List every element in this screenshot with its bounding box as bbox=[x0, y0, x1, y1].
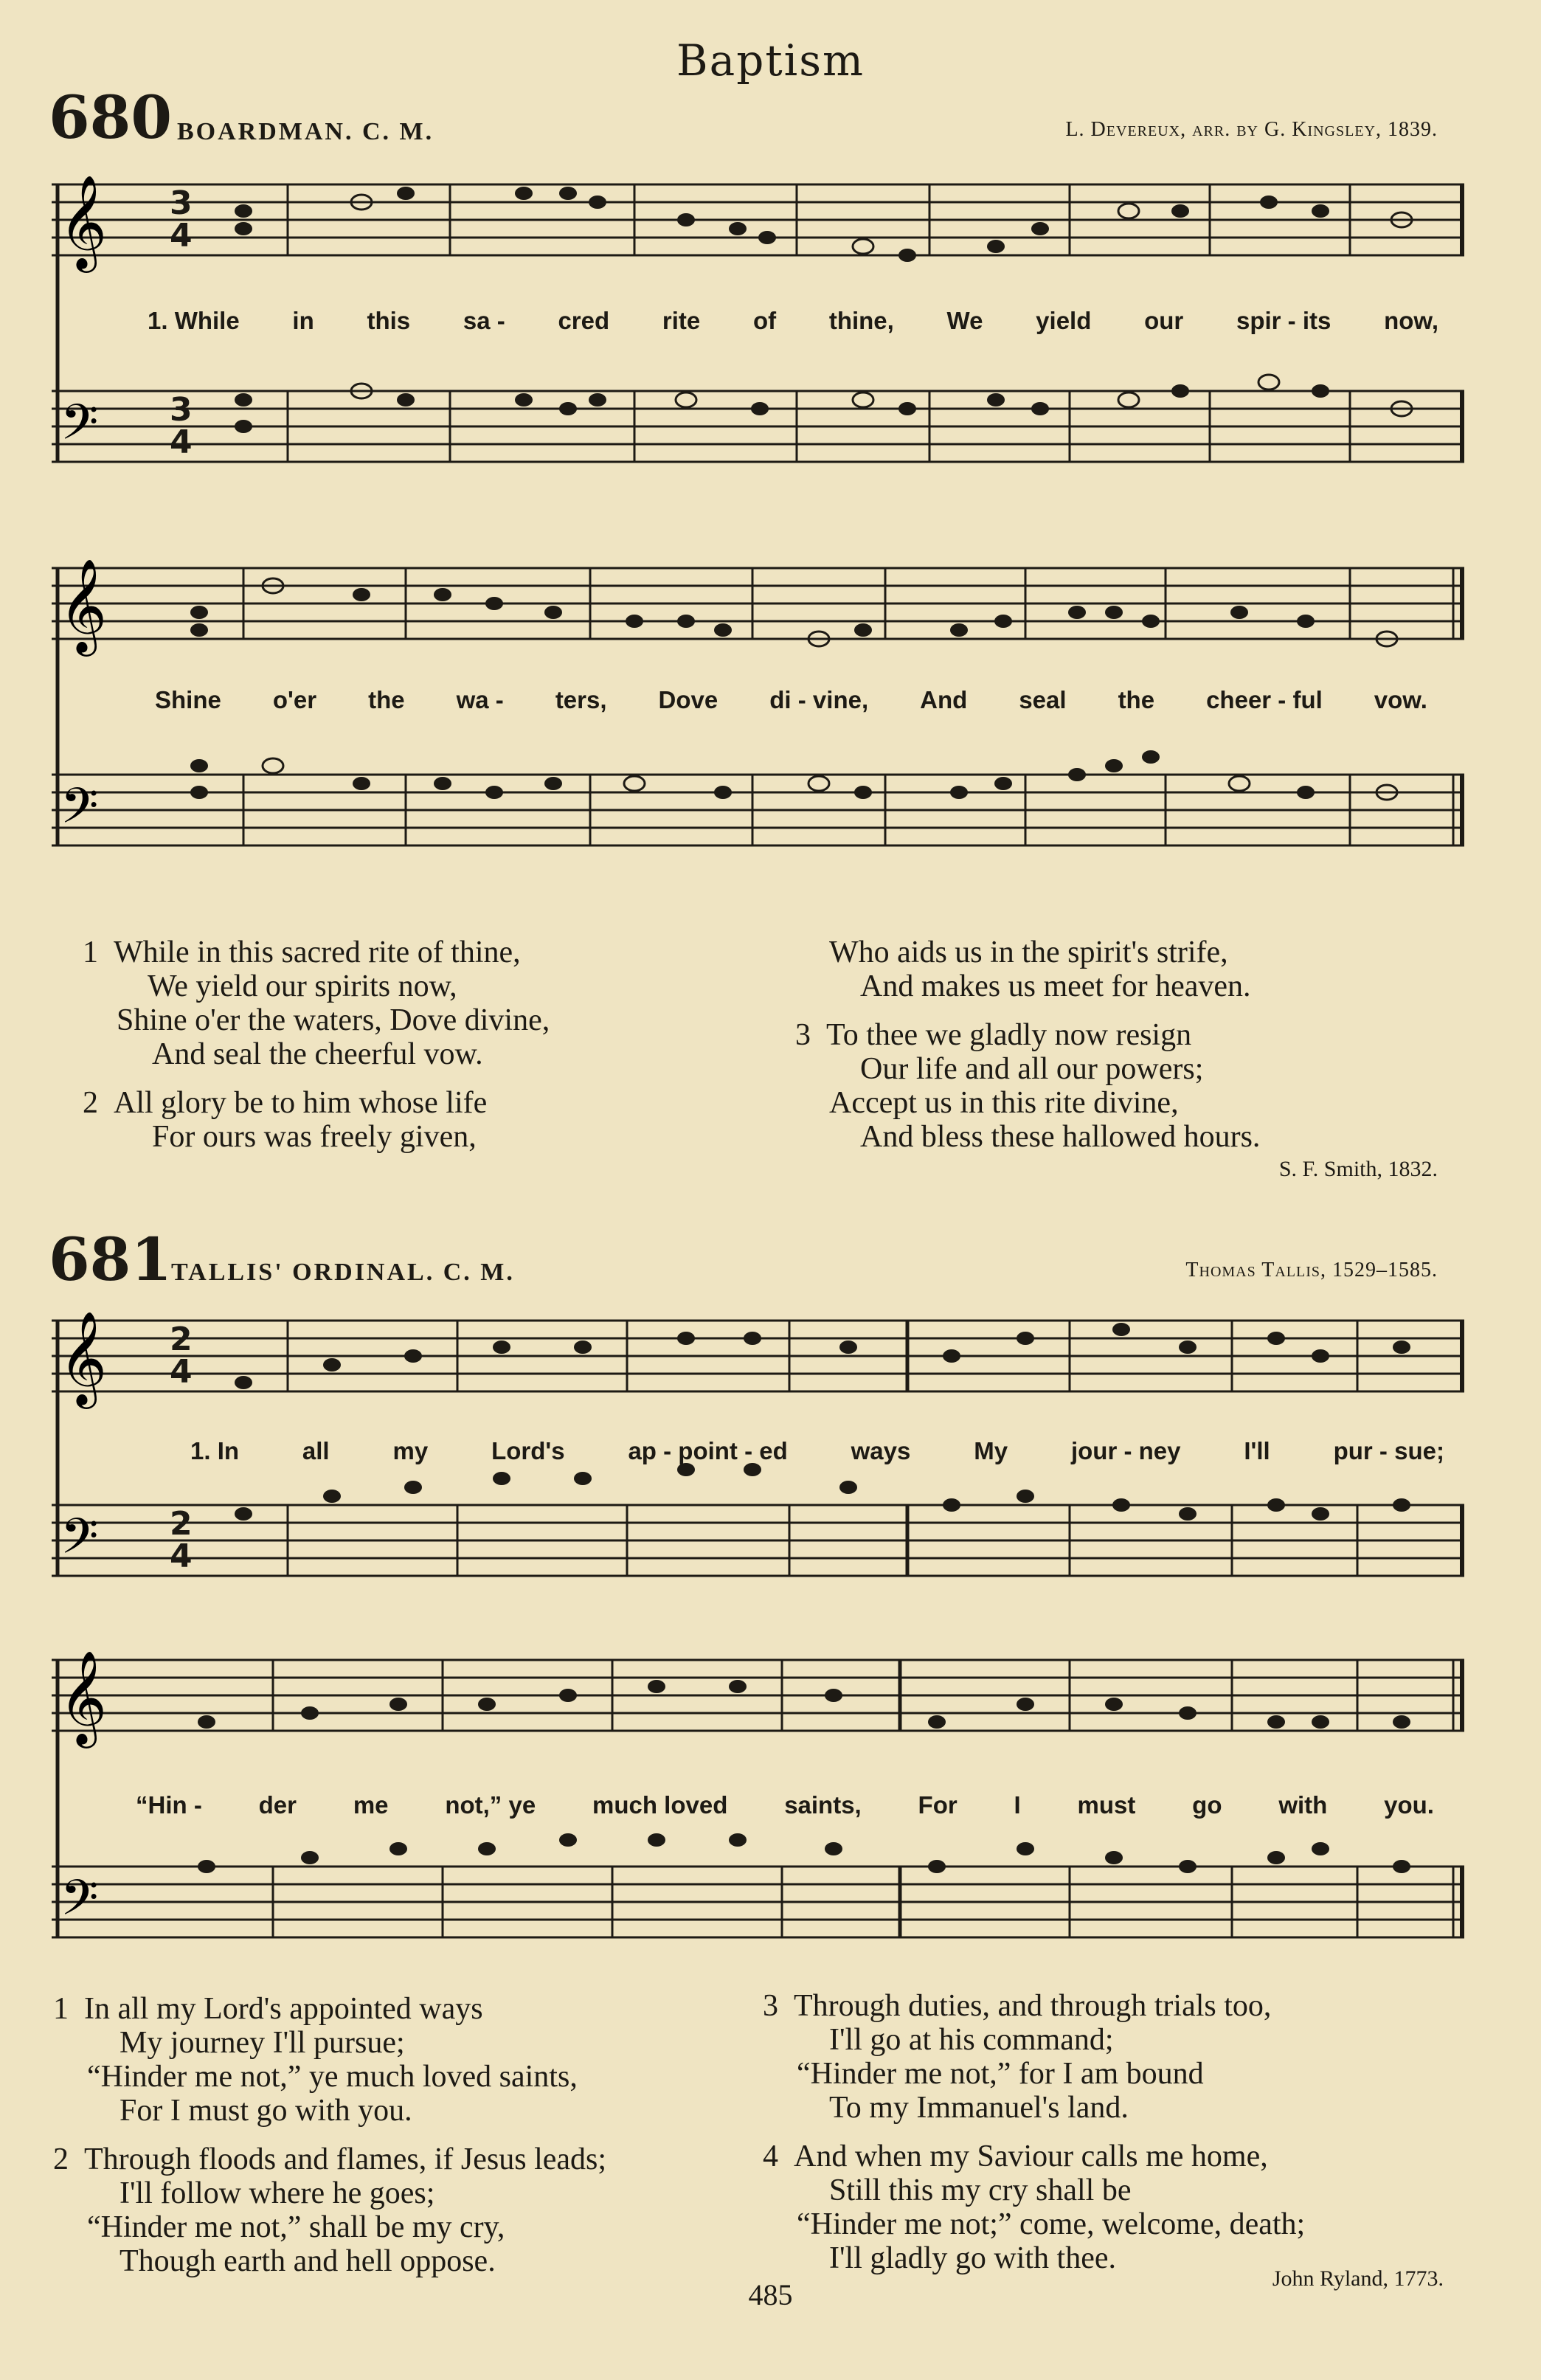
verse-line: To thee we gladly now resign bbox=[826, 1018, 1192, 1052]
lyric-syllable: in bbox=[292, 307, 314, 334]
lyric-syllable: wa - bbox=[456, 686, 504, 713]
lyric-syllable: now, bbox=[1384, 307, 1438, 334]
svg-text:𝄞: 𝄞 bbox=[59, 1310, 108, 1405]
verse-line: For ours was freely given, bbox=[152, 1120, 477, 1154]
verse-line: And seal the cheerful vow. bbox=[152, 1037, 483, 1071]
verse-line: Accept us in this rite divine, bbox=[829, 1086, 1179, 1120]
verse-line: Through floods and flames, if Jesus leads; bbox=[84, 2142, 607, 2176]
verse-line: And makes us meet for heaven. bbox=[860, 969, 1251, 1003]
lyric-syllable: ters, bbox=[555, 686, 607, 713]
composer: Thomas Tallis, 1529–1585. bbox=[1185, 1259, 1438, 1281]
verses-right bbox=[795, 935, 1260, 1169]
svg-text:3: 3 bbox=[170, 391, 193, 429]
verse-number: 1 bbox=[53, 1992, 69, 2026]
lyric-syllable: much loved bbox=[592, 1791, 728, 1819]
lyric-syllable: And bbox=[920, 686, 968, 713]
verse-number: 1 bbox=[83, 935, 98, 969]
lyrics-line bbox=[136, 1791, 1434, 1819]
lyric-syllable: our bbox=[1144, 307, 1184, 334]
verse-line: Shine o'er the waters, Dove divine, bbox=[117, 1003, 550, 1037]
verses-right bbox=[763, 1989, 1305, 2290]
lyrics-line bbox=[155, 686, 1427, 714]
verse-line: “Hinder me not,” ye much loved saints, bbox=[87, 2060, 578, 2094]
lyric-syllable: Dove bbox=[658, 686, 718, 713]
svg-text:𝄢: 𝄢 bbox=[60, 778, 99, 846]
svg-text:2: 2 bbox=[170, 1505, 193, 1543]
svg-text:4: 4 bbox=[170, 423, 193, 461]
lyric-syllable: “Hin - bbox=[136, 1791, 202, 1819]
lyric-syllable: this bbox=[367, 307, 411, 334]
lyric-syllable: 1. In bbox=[190, 1437, 240, 1464]
lyric-syllable: Lord's bbox=[491, 1437, 565, 1464]
tune-name: TALLIS' ORDINAL. C. M. bbox=[171, 1259, 515, 1286]
lyric-syllable: der bbox=[258, 1791, 297, 1819]
lyric-syllable: go bbox=[1192, 1791, 1222, 1819]
verses-left bbox=[53, 1992, 606, 2293]
verse-line: “Hinder me not;” come, welcome, death; bbox=[797, 2207, 1306, 2241]
verse-line: In all my Lord's appointed ways bbox=[84, 1992, 483, 2026]
lyric-syllable: me bbox=[353, 1791, 389, 1819]
verse-number: 2 bbox=[53, 2142, 69, 2176]
verse-line: Though earth and hell oppose. bbox=[120, 2244, 496, 2278]
verse-number: 3 bbox=[763, 1989, 778, 2023]
lyric-syllable: Shine bbox=[155, 686, 221, 713]
verse-line: We yield our spirits now, bbox=[148, 969, 457, 1003]
verse-line: “Hinder me not,” for I am bound bbox=[797, 2057, 1204, 2091]
lyric-syllable: sa - bbox=[463, 307, 505, 334]
svg-text:2: 2 bbox=[170, 1321, 193, 1358]
lyric-syllable: cred bbox=[558, 307, 610, 334]
author-credit: S. F. Smith, 1832. bbox=[1278, 1157, 1438, 1181]
lyric-syllable: rite bbox=[662, 307, 701, 334]
svg-text:𝄞: 𝄞 bbox=[59, 174, 108, 269]
lyric-syllable: I bbox=[1014, 1791, 1021, 1819]
verse-line: “Hinder me not,” shall be my cry, bbox=[87, 2210, 505, 2244]
lyric-syllable: ap - point - ed bbox=[628, 1437, 788, 1464]
lyric-syllable: thine, bbox=[828, 307, 894, 334]
lyric-syllable: must bbox=[1077, 1791, 1136, 1819]
verse-number: 2 bbox=[83, 1086, 98, 1120]
svg-text:4: 4 bbox=[170, 217, 193, 255]
hymn-number: 680 bbox=[49, 83, 172, 152]
verse-line: Our life and all our powers; bbox=[860, 1052, 1204, 1086]
verse bbox=[795, 1018, 1260, 1154]
verse-line: Who aids us in the spirit's strife, bbox=[829, 935, 1228, 969]
lyric-syllable: 1. While bbox=[148, 307, 240, 334]
verse-line: All glory be to him whose life bbox=[114, 1086, 488, 1120]
lyric-syllable: yield bbox=[1036, 307, 1092, 334]
lyrics-line bbox=[148, 307, 1438, 335]
verse-line: And bless these hallowed hours. bbox=[860, 1120, 1261, 1154]
verse bbox=[53, 1992, 606, 2128]
tune-name: BOARDMAN. C. M. bbox=[177, 118, 434, 145]
svg-text:3: 3 bbox=[170, 184, 193, 222]
verse bbox=[763, 2139, 1305, 2275]
verse-line: And when my Saviour calls me home, bbox=[794, 2139, 1268, 2173]
lyrics-line bbox=[190, 1437, 1444, 1465]
lyric-syllable: with bbox=[1278, 1791, 1328, 1819]
lyric-syllable: di - vine, bbox=[769, 686, 869, 713]
verse bbox=[763, 1989, 1305, 2125]
author-credit: John Ryland, 1773. bbox=[1272, 2266, 1444, 2291]
lyric-syllable: spir - its bbox=[1236, 307, 1332, 334]
lyric-syllable: My bbox=[974, 1437, 1008, 1464]
verse bbox=[53, 2142, 606, 2278]
lyric-syllable: o'er bbox=[272, 686, 317, 713]
lyric-syllable: pur - sue; bbox=[1333, 1437, 1444, 1464]
svg-text:𝄞: 𝄞 bbox=[59, 1650, 108, 1744]
composer: L. Devereux, arr. by G. Kingsley, 1839. bbox=[1065, 118, 1438, 141]
svg-text:4: 4 bbox=[170, 1537, 193, 1575]
verse-line: Still this my cry shall be bbox=[829, 2173, 1132, 2207]
verse-line: Through duties, and through trials too, bbox=[794, 1989, 1272, 2023]
verse-line: To my Immanuel's land. bbox=[829, 2091, 1129, 2125]
verse bbox=[83, 935, 550, 1071]
lyric-syllable: the bbox=[1118, 686, 1155, 713]
lyric-syllable: all bbox=[302, 1437, 330, 1464]
verse-line: I'll go at his command; bbox=[829, 2023, 1114, 2057]
lyric-syllable: We bbox=[946, 307, 983, 334]
verse-line: I'll follow where he goes; bbox=[120, 2176, 435, 2210]
verse-line: While in this sacred rite of thine, bbox=[114, 935, 521, 969]
lyric-syllable: the bbox=[368, 686, 405, 713]
verse-line: For I must go with you. bbox=[120, 2094, 412, 2128]
lyric-syllable: seal bbox=[1019, 686, 1067, 713]
lyric-syllable: saints, bbox=[784, 1791, 862, 1819]
verse-line: My journey I'll pursue; bbox=[120, 2026, 405, 2060]
lyric-syllable: vow. bbox=[1374, 686, 1427, 713]
page-number: 485 bbox=[748, 2278, 793, 2311]
verse-number: 4 bbox=[763, 2139, 778, 2173]
svg-text:4: 4 bbox=[170, 1353, 193, 1391]
lyric-syllable: ways bbox=[851, 1437, 911, 1464]
lyric-syllable: not,” ye bbox=[445, 1791, 536, 1819]
lyric-syllable: you. bbox=[1384, 1791, 1434, 1819]
svg-text:𝄞: 𝄞 bbox=[59, 558, 108, 652]
lyric-syllable: I'll bbox=[1244, 1437, 1270, 1464]
verse bbox=[83, 1086, 550, 1154]
svg-text:𝄢: 𝄢 bbox=[60, 394, 99, 463]
svg-text:𝄢: 𝄢 bbox=[60, 1508, 99, 1577]
svg-text:𝄢: 𝄢 bbox=[60, 1869, 99, 1938]
hymn-number: 681 bbox=[49, 1225, 172, 1294]
verse-number: 3 bbox=[795, 1018, 811, 1052]
lyric-syllable: jour - ney bbox=[1070, 1437, 1181, 1464]
verse bbox=[795, 935, 1260, 1003]
lyric-syllable: For bbox=[918, 1791, 958, 1819]
verses-left bbox=[83, 935, 550, 1169]
lyric-syllable: my bbox=[392, 1437, 429, 1464]
page-title: Baptism bbox=[676, 35, 865, 86]
verse-line: I'll gladly go with thee. bbox=[829, 2241, 1116, 2275]
lyric-syllable: of bbox=[752, 307, 777, 334]
lyric-syllable: cheer - ful bbox=[1206, 686, 1323, 713]
